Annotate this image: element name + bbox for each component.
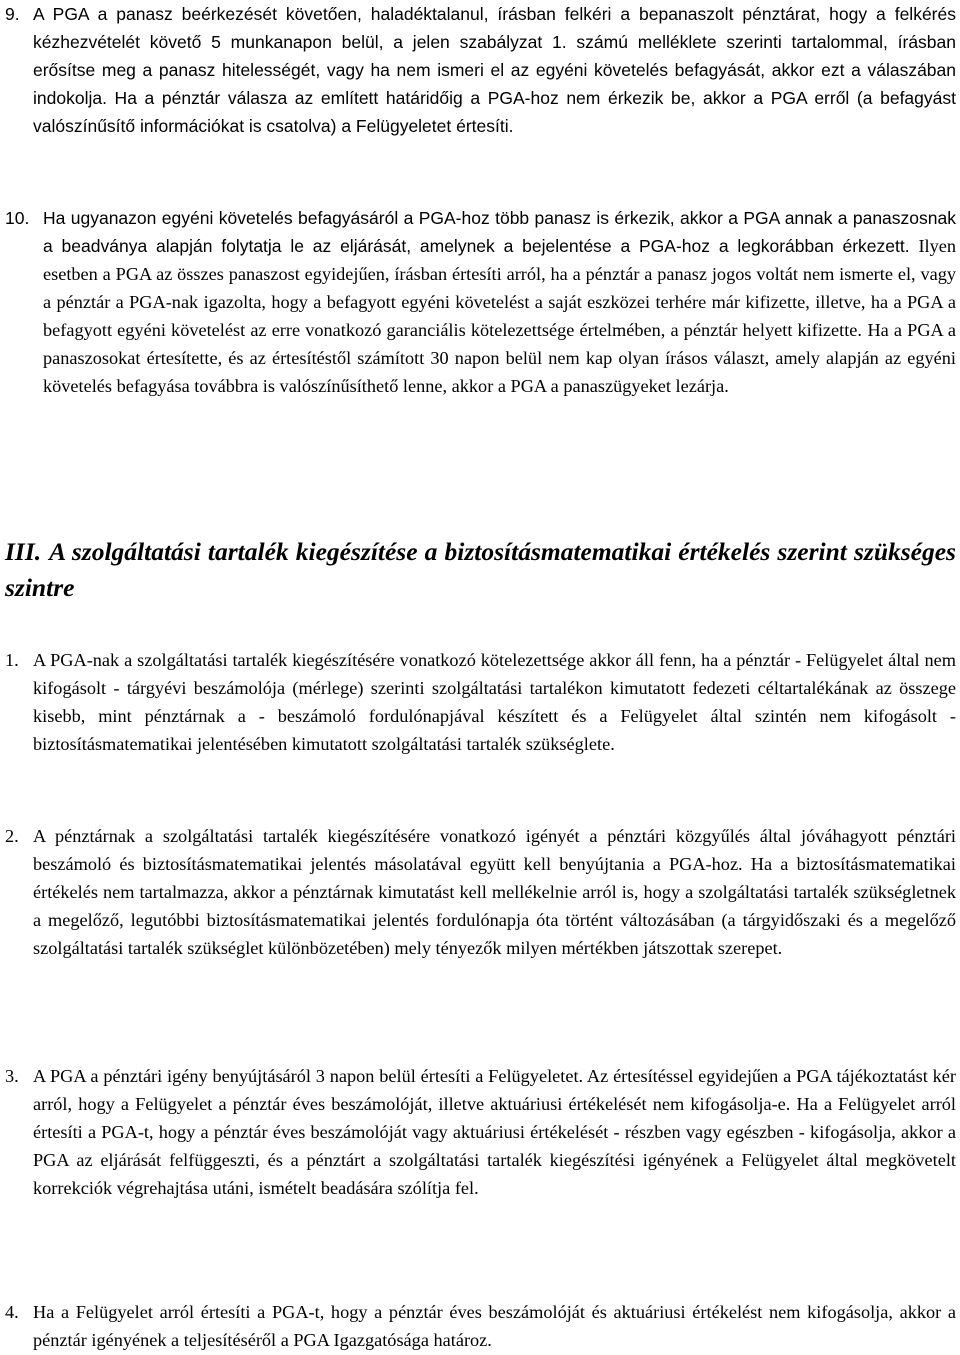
item-text: A pénztárnak a szolgáltatási tartalék kiegészítésére vonatkozó igényét a pénztári közgyűlés által jóváhagyott pénztári beszámoló és biztosításmatematikai jelentés másolatával együtt kell benyújtania a PGA-hoz. Ha a biztosításmatematikai értékelés nem tartalmazza, akkor a pénztárnak kimutatást kell mellékelnie arról is, hogy a szolgáltatási tartalék szükségletnek a megelőző, legutóbbi biztosításmatematikai jelentés fordulónapja óta történt változásában (a tárgyidőszaki és a megelőző szolgáltatási tartalék szükséglet különbözetében) mely tényezők milyen mértékben játszottak szerepet. [33,826,956,958]
paragraph-number: 10. [5,208,30,228]
item-number: 2. [5,826,19,846]
paragraph-text: A PGA a panasz beérkezését követően, haladéktalanul, írásban felkéri a bepanaszolt pénztárat, hogy a felkérés kézhezvételét követő 5 munkanapon belül, a jelen szabályzat 1. számú melléklete szerinti tartalommal, írásban erősítse meg a panasz hitelességét, vagy ha nem ismeri el az egyéni követelés befagyását, akkor ezt a válaszában indokolja. Ha a pénztár válasza az említett határidőig a PGA-hoz nem érkezik be, akkor a PGA erről (a befagyást valószínűsítő információkat is csatolva) a Felügyeletet értesíti. [33,4,956,136]
item-number: 1. [5,650,19,670]
paragraph-text-sans: Ha ugyanazon egyéni követelés befagyásáról a PGA-hoz több panasz is érkezik, akkor a PGA annak a panaszosnak a beadványa alapján folytatja le az eljárását, amelynek a bejelentése a PGA-hoz a legkorábban érkezett. [43,208,956,256]
item-text: A PGA a pénztári igény benyújtásáról 3 napon belül értesíti a Felügyeletet. Az értesítéssel egyidejűen a PGA tájékoztatást kér arról, hogy a Felügyelet a pénztár éves beszámolóját, illetve aktuáriusi értékelését nem kifogásolja-e. Ha a Felügyelet arról értesíti a PGA-t, hogy a pénztár éves beszámolóját vagy aktuáriusi értékelését - részben vagy egészben - kifogásolja, akkor a PGA az eljárását felfüggeszti, és a pénztárt a szolgáltatási tartalék kiegészítési igényének a Felügyelet által megkövetelt korrekciók végrehajtása utáni, ismételt beadására szólítja fel. [33,1066,956,1198]
list-item-3 [5,1062,956,1202]
item-number: 3. [5,1066,19,1086]
list-item-1 [5,646,956,758]
list-item-2 [5,822,956,962]
paragraph-10 [5,204,956,400]
section-heading [5,534,956,606]
list-item-4 [5,1298,956,1354]
paragraph-number: 9. [5,4,20,24]
section-title: A szolgáltatási tartalék kiegészítése a biztosításmatematikai értékelés szerint szükséges szintre [5,537,956,602]
paragraph-text-serif-2: Ha a PGA a panaszosokat értesítette, és az értesítéstől számított 30 napon belül nem kap olyan írásos választ, amely alapján az egyéni követelés befagyása továbbra is valószínűsíthető lenne, akkor a PGA a panaszügyeket lezárja. [43,320,956,396]
paragraph-9 [5,0,956,140]
paragraph-text-serif-1: Ilyen esetben a PGA az összes panaszost egyidejűen, írásban értesíti arról, ha a pénztár a panasz jogos voltát nem ismerte el, vagy a pénztár a PGA-nak igazolta, hogy a befagyott egyéni követelést a saját eszközei terhére már kifizette, illetve, ha a PGA a befagyott egyéni követelést az erre vonatkozó garanciális kötelezettsége értelmében, a pénztár helyett kifizette. [43,236,956,340]
item-number: 4. [5,1302,19,1322]
item-text: A PGA-nak a szolgáltatási tartalék kiegészítésére vonatkozó kötelezettsége akkor áll fenn, ha a pénztár - Felügyelet által nem kifogásolt - tárgyévi beszámolója (mérlege) szerinti szolgáltatási tartalékon kimutatott fedezeti céltartalékának az összege kisebb, mint pénztárnak a - beszámoló fordulónapjával készített és a Felügyelet által szintén nem kifogásolt - biztosításmatematikai jelentésében kimutatott szolgáltatási tartalék szükséglete. [33,650,956,754]
section-number: III. [5,537,42,566]
item-text: Ha a Felügyelet arról értesíti a PGA-t, hogy a pénztár éves beszámolóját és aktuáriusi értékelést nem kifogásolja, akkor a pénztár igényének a teljesítéséről a PGA Igazgatósága határoz. [33,1302,956,1350]
